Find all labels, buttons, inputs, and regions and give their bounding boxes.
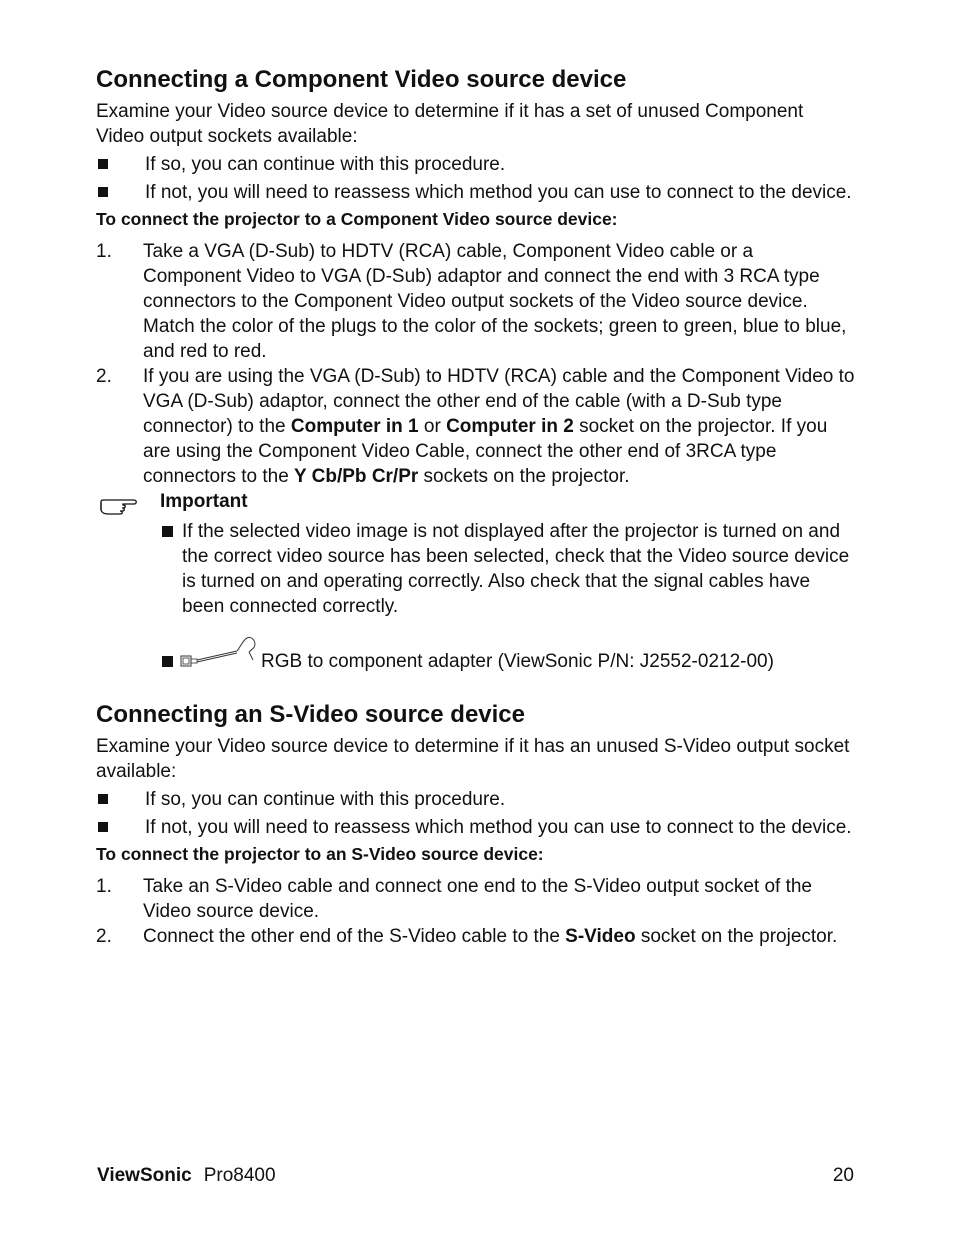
square-bullet-icon xyxy=(162,656,173,667)
adapter-text: RGB to component adapter (ViewSonic P/N: J2552-0212-00) xyxy=(261,651,774,672)
intro-component: Examine your Video source device to determine if it has a set of unused Component Video output sockets available: xyxy=(96,101,804,147)
important-title: Important xyxy=(160,491,248,512)
list-item xyxy=(160,519,856,619)
procedure-title-svideo: To connect the projector to an S-Video source device: xyxy=(96,844,544,864)
list-item xyxy=(96,874,856,924)
page-content xyxy=(96,64,856,949)
step-number: 2. xyxy=(96,926,112,947)
page-number: 20 xyxy=(832,1165,854,1186)
bullet-list-component xyxy=(96,152,856,205)
list-item: If not, you will need to reassess which method you can use to connect to the device. xyxy=(96,815,856,840)
section-title-svideo: Connecting an S-Video source device xyxy=(96,701,525,728)
list-item xyxy=(96,239,856,364)
square-bullet-icon xyxy=(98,794,108,804)
section-s-video xyxy=(96,699,856,949)
steps-component xyxy=(96,239,856,489)
bullet-list-svideo xyxy=(96,787,856,840)
step-number: 1. xyxy=(96,241,112,262)
step-number: 2. xyxy=(96,366,112,387)
list-item xyxy=(96,364,856,489)
adapter-cable-icon xyxy=(179,634,259,674)
pointing-hand-icon xyxy=(98,496,142,518)
step-number: 1. xyxy=(96,876,112,897)
step-text: If you are using the VGA (D-Sub) to HDTV (RCA) cable and the Component Video to VGA (D-Sub) adaptor, connect the other end of the cable (with a D-Sub type connector) to the Computer in 1 or Computer in 2 socket on the projector. If you are using the Component Video Cable, connect the other end of 3RCA type connectors to the Y Cb/Pb Cr/Pr sockets on the projector. xyxy=(143,366,855,487)
list-item: If so, you can continue with this procedure. xyxy=(96,152,856,177)
list-item: If so, you can continue with this procedure. xyxy=(96,787,856,812)
steps-svideo xyxy=(96,874,856,949)
square-bullet-icon xyxy=(98,187,108,197)
section-title-component: Connecting a Component Video source device xyxy=(96,66,627,93)
footer-model: Pro8400 xyxy=(203,1165,276,1186)
important-note xyxy=(96,490,856,674)
procedure-title-component: To connect the projector to a Component Video source device: xyxy=(96,209,618,229)
square-bullet-icon xyxy=(98,159,108,169)
square-bullet-icon xyxy=(162,526,173,537)
list-item: If not, you will need to reassess which method you can use to connect to the device. xyxy=(96,180,856,205)
footer-brand: ViewSonic xyxy=(97,1165,192,1186)
section-component-video xyxy=(96,64,856,674)
square-bullet-icon xyxy=(98,822,108,832)
important-text: If the selected video image is not displayed after the projector is turned on and the correct video source has been selected, check that the Video source device is turned on and operating correctly. Also check that the signal cables have been connected correctly. xyxy=(182,521,850,617)
step-text: Take an S-Video cable and connect one end to the S-Video output socket of the Video source device. xyxy=(143,876,812,922)
adapter-note xyxy=(160,634,856,674)
page-footer xyxy=(97,1164,854,1188)
step-text: Connect the other end of the S-Video cable to the S-Video socket on the projector. xyxy=(143,926,838,947)
list-item xyxy=(96,924,856,949)
intro-svideo: Examine your Video source device to determine if it has an unused S-Video output socket available: xyxy=(96,736,850,782)
step-text: Take a VGA (D-Sub) to HDTV (RCA) cable, Component Video cable or a Component Video to VGA (D-Sub) adaptor and connect the end with 3 RCA type connectors to the Component Video output sockets of the Video source device. Match the color of the plugs to the color of the sockets; green to green, blue to blue, and red to red. xyxy=(143,241,847,362)
